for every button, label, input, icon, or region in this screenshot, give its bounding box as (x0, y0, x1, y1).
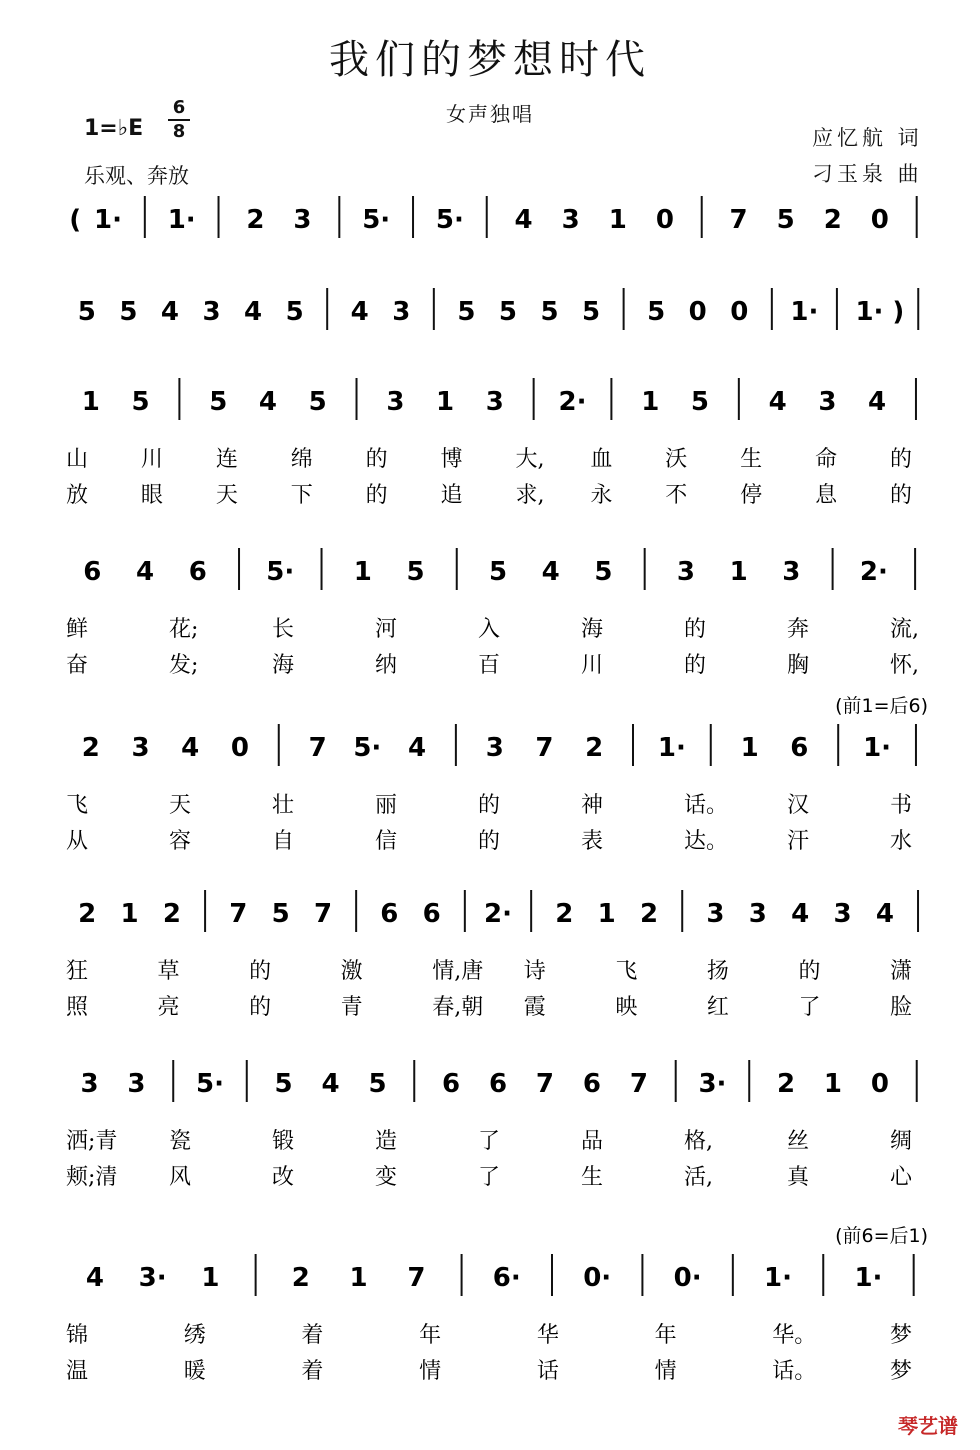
note: 1· (854, 1263, 883, 1293)
note: 1 (120, 899, 139, 929)
note: 1· (863, 733, 892, 763)
note: 1 (729, 557, 748, 587)
note: 3 (202, 297, 221, 327)
note: 5 (498, 297, 517, 327)
note: 7 (729, 205, 748, 235)
note: 4 (350, 297, 369, 327)
lyric-verse-2: 水 (890, 829, 913, 854)
lyric-verse-2: 眼 (140, 483, 163, 508)
lyric-verse-1: 瓷 (169, 1129, 192, 1154)
lyric-verse-2: 从 (66, 829, 89, 854)
lyric-verse-2: 亮 (157, 995, 180, 1020)
lyric-verse-2: 奋 (66, 653, 89, 678)
lyric-verse-2: 汗 (787, 829, 810, 854)
lyric-verse-1: 奔 (787, 617, 810, 642)
note: 3 (748, 899, 767, 929)
lyric-verse-1: 花; (169, 617, 199, 642)
lyric-verse-1: 天 (169, 793, 192, 818)
note: 5 (776, 205, 795, 235)
note: 5 (285, 297, 304, 327)
lyric-verse-1: 华。 (772, 1323, 817, 1348)
lyric-verse-1: 的 (798, 959, 821, 984)
lyric-verse-1: 神 (581, 793, 604, 818)
system-1 (69, 196, 916, 238)
note: 4 (768, 387, 787, 417)
note: 5 (209, 387, 228, 417)
note: 7 (535, 1069, 555, 1099)
key-change-annotation: (前1=后6) (835, 695, 928, 717)
lyric-verse-2: 了 (478, 1165, 501, 1190)
lyric-verse-2: 的 (249, 995, 272, 1020)
system-7 (66, 1060, 917, 1190)
lyric-verse-2: 纳 (375, 653, 398, 678)
note: 2 (776, 1069, 796, 1099)
lyric-verse-1: 的 (478, 793, 501, 818)
lyric-verse-2: 求, (515, 483, 545, 508)
lyric-verse-2: 川 (581, 653, 604, 678)
lyric-verse-1: 流, (890, 617, 919, 642)
lyric-verse-2: 的 (365, 483, 388, 508)
lyric-verse-1: 梦 (890, 1323, 913, 1348)
watermark-logo: 琴艺谱 (898, 1414, 958, 1438)
system-5 (66, 695, 928, 854)
note: 3· (138, 1263, 167, 1293)
note: 3 (676, 557, 695, 587)
lyric-verse-2: 映 (615, 995, 638, 1020)
lyric-verse-1: 品 (581, 1129, 604, 1154)
note: ( (69, 205, 82, 235)
note: 1· (93, 205, 122, 235)
note: 3 (131, 733, 150, 763)
song-subtitle: 女声独唱 (446, 102, 534, 126)
key-change-annotation: (前6=后1) (835, 1225, 928, 1247)
note: 5· (435, 205, 464, 235)
lyric-verse-2: 风 (169, 1165, 192, 1190)
system-6 (66, 890, 918, 1020)
lyric-verse-2: 信 (375, 829, 398, 854)
lyric-verse-2: 达。 (684, 829, 729, 854)
system-4 (66, 548, 919, 678)
note: 4 (136, 557, 155, 587)
note: 5 (690, 387, 710, 417)
note: 4 (514, 205, 533, 235)
note: 6· (492, 1263, 521, 1293)
note: 5 (368, 1069, 387, 1099)
lyric-verse-2: 自 (272, 829, 295, 854)
note: 3 (386, 387, 405, 417)
lyric-verse-2: 怀, (890, 653, 919, 678)
lyric-verse-1: 沃 (665, 447, 688, 472)
note: 6 (188, 557, 207, 587)
lyric-verse-2: 照 (66, 995, 89, 1020)
note: 5· (196, 1069, 224, 1099)
note: 3 (293, 205, 312, 235)
note: 4 (85, 1263, 104, 1293)
lyric-verse-1: 绵 (290, 447, 313, 472)
note: 6 (441, 1069, 461, 1099)
note: 2 (162, 899, 181, 929)
lyric-verse-2: 霞 (523, 995, 546, 1020)
note: 6 (790, 733, 809, 763)
note: 2 (823, 205, 842, 235)
lyric-verse-2: 梦 (890, 1359, 913, 1384)
lyric-verse-1: 锻 (272, 1129, 295, 1154)
lyric-verse-2: 表 (581, 829, 604, 854)
lyric-verse-2: 红 (706, 995, 729, 1020)
lyric-verse-1: 丝 (787, 1129, 810, 1154)
lyric-verse-1: 情,唐 (432, 959, 484, 984)
lyric-verse-2: 生 (581, 1165, 604, 1190)
note: 6 (582, 1069, 602, 1099)
composer-credit: 刁玉泉 曲 (812, 162, 923, 186)
note: 7 (407, 1263, 426, 1293)
lyric-verse-2: 真 (787, 1165, 810, 1190)
note: 6 (380, 899, 399, 929)
note: 1· (764, 1263, 793, 1293)
note: 3 (561, 205, 580, 235)
lyric-verse-2: 下 (290, 483, 313, 508)
lyric-verse-1: 了 (478, 1129, 501, 1154)
note: 0 (230, 733, 249, 763)
note: 2 (291, 1263, 310, 1293)
note: 5 (540, 297, 559, 327)
lyric-verse-2: 情 (419, 1359, 442, 1384)
lyric-verse-1: 飞 (615, 959, 638, 984)
note: 4 (541, 557, 560, 587)
lyric-verse-1: 狂 (66, 959, 89, 984)
lyric-verse-1: 连 (215, 447, 238, 472)
lyric-verse-2: 话 (536, 1359, 559, 1384)
lyric-verse-2: 海 (272, 653, 295, 678)
note: 0 (655, 205, 674, 235)
note: 3 (818, 387, 837, 417)
lyric-verse-1: 生 (740, 447, 763, 472)
note: 7 (629, 1069, 648, 1099)
lyric-verse-2: 永 (590, 483, 613, 508)
note: 6 (488, 1069, 508, 1099)
system-3 (66, 378, 916, 508)
note: 4 (791, 899, 810, 929)
lyric-verse-1: 丽 (375, 793, 398, 818)
lyric-verse-1: 血 (590, 447, 613, 472)
lyric-verse-2: 容 (169, 829, 192, 854)
note: 1 (823, 1069, 843, 1099)
lyric-verse-1: 话。 (684, 793, 729, 818)
note: 1 (436, 387, 455, 417)
lyric-verse-1: 绸 (890, 1129, 913, 1154)
note: 5 (271, 899, 290, 929)
lyric-verse-1: 绣 (183, 1323, 206, 1348)
lyric-verse-2: 着 (301, 1359, 324, 1384)
note: 1 (349, 1263, 368, 1293)
note: 1 (353, 557, 372, 587)
note: 6 (83, 557, 102, 587)
note: 1 (81, 387, 100, 417)
lyric-verse-1: 扬 (706, 959, 729, 984)
note: 7 (535, 733, 554, 763)
lyric-verse-2: 颊;清 (66, 1165, 118, 1190)
time-top: 6 (172, 97, 186, 118)
lyric-verse-1: 华 (536, 1323, 559, 1348)
system-2 (78, 288, 919, 330)
note: 1 (641, 387, 660, 417)
lyric-verse-1: 山 (66, 447, 89, 472)
note: 3 (485, 387, 504, 417)
note: 1· (790, 297, 819, 327)
lyric-verse-1: 格, (684, 1129, 713, 1154)
song-title: 我们的梦想时代 (329, 37, 651, 83)
lyric-verse-2: 话。 (772, 1359, 817, 1384)
note: 7 (229, 899, 248, 929)
lyric-verse-2: 温 (66, 1359, 89, 1384)
note: 5 (308, 387, 327, 417)
note: 5 (647, 297, 666, 327)
lyric-verse-2: 放 (66, 483, 89, 508)
note: 4 (868, 387, 887, 417)
lyricist-credit: 应忆航 词 (812, 126, 923, 150)
note: 3 (127, 1069, 146, 1099)
note: 2 (78, 899, 97, 929)
note: 4 (258, 387, 278, 417)
note: 3 (392, 297, 411, 327)
lyric-verse-2: 脸 (890, 995, 913, 1020)
note: 2 (640, 899, 659, 929)
note: 5 (594, 557, 613, 587)
lyric-verse-1: 大, (515, 447, 545, 472)
note: 0 (870, 1069, 890, 1099)
note: 5· (353, 733, 382, 763)
note: 2 (81, 733, 100, 763)
lyric-verse-1: 草 (157, 959, 180, 984)
note: 2· (484, 899, 512, 929)
lyric-verse-2: 青 (340, 995, 363, 1020)
key-label: 1=♭E (84, 116, 144, 141)
note: 6 (422, 899, 441, 929)
note: 4 (407, 733, 427, 763)
note: 5 (582, 297, 601, 327)
note: 5· (362, 205, 391, 235)
lyric-verse-2: 情 (654, 1359, 677, 1384)
lyric-verse-2: 心 (890, 1165, 913, 1190)
lyric-verse-1: 书 (890, 793, 913, 818)
note: 4 (875, 899, 894, 929)
note: 1· (855, 297, 884, 327)
lyric-verse-1: 川 (140, 447, 163, 472)
note: 5 (488, 557, 508, 587)
lyric-verse-1: 着 (301, 1323, 324, 1348)
note: 5 (274, 1069, 293, 1099)
lyric-verse-1: 壮 (272, 793, 295, 818)
lyric-verse-2: 停 (740, 483, 763, 508)
note: 2 (585, 733, 604, 763)
note: 5· (266, 557, 295, 587)
note: 5 (457, 297, 476, 327)
note: 0· (673, 1263, 702, 1293)
note: 5 (119, 297, 138, 327)
lyric-verse-2: 息 (815, 483, 838, 508)
lyric-verse-2: 了 (798, 995, 821, 1020)
note: 2· (859, 557, 888, 587)
lyric-verse-1: 河 (375, 617, 398, 642)
lyric-verse-2: 春,朝 (432, 995, 484, 1020)
lyric-verse-2: 的 (890, 483, 913, 508)
lyric-verse-1: 年 (419, 1323, 442, 1348)
lyric-verse-1: 的 (890, 447, 913, 472)
note: 1· (167, 205, 196, 235)
note: 4 (181, 733, 200, 763)
lyric-verse-2: 改 (272, 1165, 295, 1190)
lyric-verse-2: 的 (684, 653, 707, 678)
note: 1 (597, 899, 616, 929)
lyric-verse-2: 的 (478, 829, 501, 854)
note: 3 (833, 899, 852, 929)
lyric-verse-2: 天 (215, 483, 238, 508)
lyric-verse-2: 发; (169, 653, 199, 678)
note: ) (892, 297, 905, 327)
note: 2· (558, 387, 587, 417)
lyric-verse-1: 博 (440, 447, 463, 472)
lyric-verse-1: 潇 (890, 959, 913, 984)
note: 5 (406, 557, 425, 587)
note: 1 (201, 1263, 220, 1293)
lyric-verse-1: 的 (249, 959, 272, 984)
note: 4 (244, 297, 263, 327)
note: 1 (608, 205, 627, 235)
lyric-verse-1: 飞 (66, 793, 89, 818)
note: 1 (740, 733, 759, 763)
note: 4 (321, 1069, 340, 1099)
time-bottom: 8 (172, 121, 186, 142)
note: 3· (698, 1069, 727, 1099)
lyric-verse-2: 活, (684, 1165, 713, 1190)
tempo-marking: 乐观、奔放 (84, 164, 189, 188)
lyric-verse-2: 变 (375, 1165, 398, 1190)
lyric-verse-1: 诗 (523, 959, 546, 984)
note: 0 (870, 205, 889, 235)
note: 0 (688, 297, 707, 327)
lyric-verse-1: 锦 (66, 1323, 89, 1348)
note: 7 (313, 899, 333, 929)
note: 4 (160, 297, 179, 327)
note: 2 (555, 899, 574, 929)
lyric-verse-1: 造 (375, 1129, 398, 1154)
lyric-verse-2: 暖 (183, 1359, 206, 1384)
note: 5 (131, 387, 150, 417)
note: 2 (246, 205, 265, 235)
note: 1· (657, 733, 686, 763)
lyric-verse-1: 激 (340, 959, 363, 984)
note: 5 (77, 297, 96, 327)
lyric-verse-1: 长 (272, 617, 295, 642)
note: 3 (706, 899, 725, 929)
lyric-verse-2: 胸 (787, 653, 810, 678)
note: 3 (782, 557, 801, 587)
lyric-verse-1: 海 (581, 617, 604, 642)
note: 7 (308, 733, 327, 763)
lyric-verse-1: 的 (684, 617, 707, 642)
note: 3 (485, 733, 504, 763)
lyric-verse-1: 汉 (787, 793, 810, 818)
lyric-verse-1: 洒;青 (66, 1129, 118, 1154)
lyric-verse-1: 鲜 (66, 617, 89, 642)
note: 0· (583, 1263, 612, 1293)
lyric-verse-2: 百 (478, 653, 501, 678)
lyric-verse-1: 年 (654, 1323, 677, 1348)
note: 3 (80, 1069, 99, 1099)
lyric-verse-1: 的 (365, 447, 388, 472)
note: 0 (730, 297, 749, 327)
system-8 (66, 1225, 928, 1384)
lyric-verse-2: 追 (440, 483, 463, 508)
lyric-verse-1: 入 (478, 617, 501, 642)
lyric-verse-2: 不 (665, 483, 688, 508)
lyric-verse-1: 命 (815, 447, 838, 472)
